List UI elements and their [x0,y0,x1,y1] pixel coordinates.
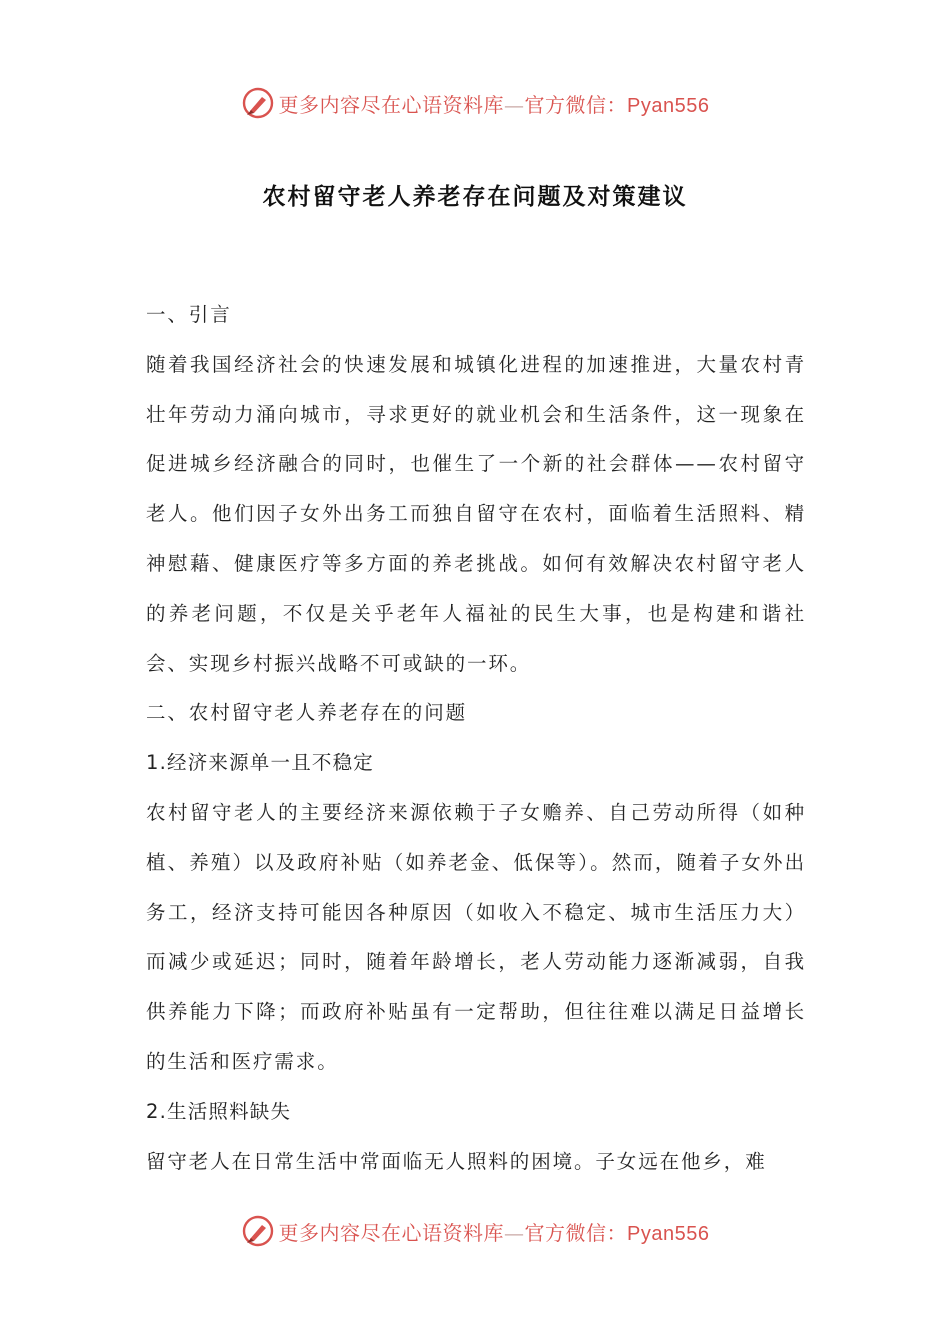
document-title: 农村留守老人养老存在问题及对策建议 [262,184,688,210]
watermark-text [279,89,710,118]
watermark-official: 官方微信： [524,1220,628,1245]
paragraph-intro: 随着我国经济社会的快速发展和城镇化进程的加速推进，大量农村青壮年劳动力涌向城市，寻求更好的就业机会和生活条件，这一现象在促进城乡经济融合的同时，也催生了一个新的社会群体——农村留守老人。他们因子女外出务工而独自留守在农村，面临着生活照料、精神慰藉、健康医疗等多方面的养老挑战。如何有效解决农村留守老人的养老问题，不仅是关乎老年人福祉的民生大事，也是构建和谐社会、实现乡村振兴战略不可或缺的一环。 [146,352,806,675]
document-body [146,290,806,1186]
section-heading-intro: 一、引言 [146,303,232,326]
footer-watermark [0,1211,950,1251]
subheading-care: 2.生活照料缺失 [146,1099,292,1123]
watermark-brand: 更多内容尽在心语资料库 [278,1220,505,1245]
watermark-brand: 更多内容尽在心语资料库 [278,92,505,117]
header-watermark [0,83,950,123]
watermark-wechat-id: Pyan556 [627,1222,710,1245]
watermark-official: 官方微信： [524,92,628,117]
subheading-economic: 1.经济来源单一且不稳定 [146,751,375,775]
pen-logo-icon [241,1214,275,1248]
watermark-wechat-id: Pyan556 [627,94,710,117]
watermark-text [279,1217,710,1246]
pen-logo-icon [241,86,275,120]
section-heading-problems: 二、农村留守老人养老存在的问题 [146,701,468,725]
paragraph-economic: 农村留守老人的主要经济来源依赖于子女赡养、自己劳动所得（如种植、养殖）以及政府补贴（如养老金、低保等）。然而，随着子女外出务工，经济支持可能因各种原因（如收入不稳定、城市生活压力大）而减少或延迟；同时，随着年龄增长，老人劳动能力逐渐减弱，自我供养能力下降；而政府补贴虽有一定帮助，但往往难以满足日益增长的生活和医疗需求。 [146,800,806,1073]
watermark-dash: — [504,92,525,117]
paragraph-care: 留守老人在日常生活中常面临无人照料的困境。子女远在他乡，难 [146,1149,767,1173]
watermark-dash: — [504,1220,525,1245]
